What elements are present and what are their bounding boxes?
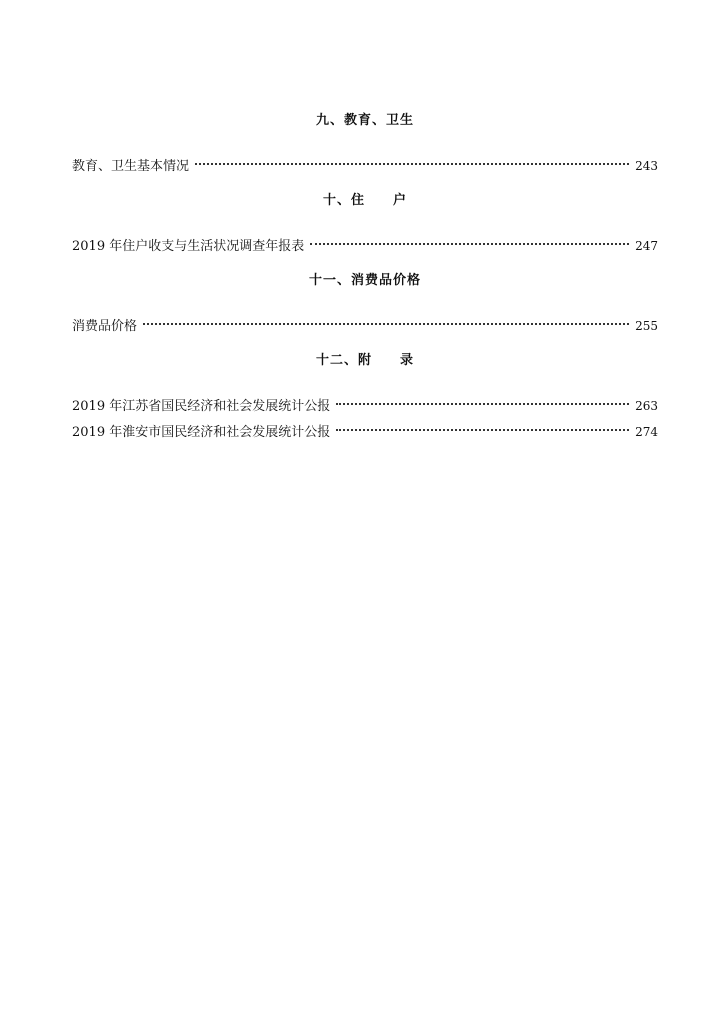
- dot-leader: [143, 312, 629, 330]
- section-heading-appendix: 十二、附 录: [315, 353, 414, 368]
- toc-entry-title: 2019 年住户收支与生活状况调查年报表: [72, 239, 305, 254]
- dot-leader: [310, 232, 629, 250]
- dot-leader: [336, 418, 629, 436]
- toc-entry-page-number: 247: [635, 239, 658, 253]
- toc-entry-page-number: 274: [635, 425, 658, 439]
- toc-entry-title: 2019 年淮安市国民经济和社会发展统计公报: [72, 425, 331, 440]
- dot-leader: [195, 152, 629, 170]
- toc-entry-page-number: 243: [635, 159, 658, 173]
- toc-entry-education-health[interactable]: [72, 152, 658, 174]
- section-heading-households: 十、住 户: [322, 193, 407, 208]
- toc-entry-huaian-bulletin[interactable]: [72, 418, 658, 440]
- dot-leader: [336, 392, 629, 410]
- toc-entry-jiangsu-bulletin[interactable]: [72, 392, 658, 414]
- toc-entry-title: 消费品价格: [72, 319, 138, 334]
- toc-entry-title: 2019 年江苏省国民经济和社会发展统计公报: [72, 399, 331, 414]
- table-of-contents: [72, 112, 658, 440]
- section-heading-education-health: 九、教育、卫生: [315, 113, 414, 128]
- toc-entry-title: 教育、卫生基本情况: [72, 159, 190, 174]
- toc-entry-household-survey[interactable]: [72, 232, 658, 254]
- section-heading-consumer-prices: 十一、消费品价格: [308, 273, 421, 288]
- toc-entry-page-number: 255: [635, 319, 658, 333]
- toc-entry-consumer-prices[interactable]: [72, 312, 658, 334]
- toc-entry-page-number: 263: [635, 399, 658, 413]
